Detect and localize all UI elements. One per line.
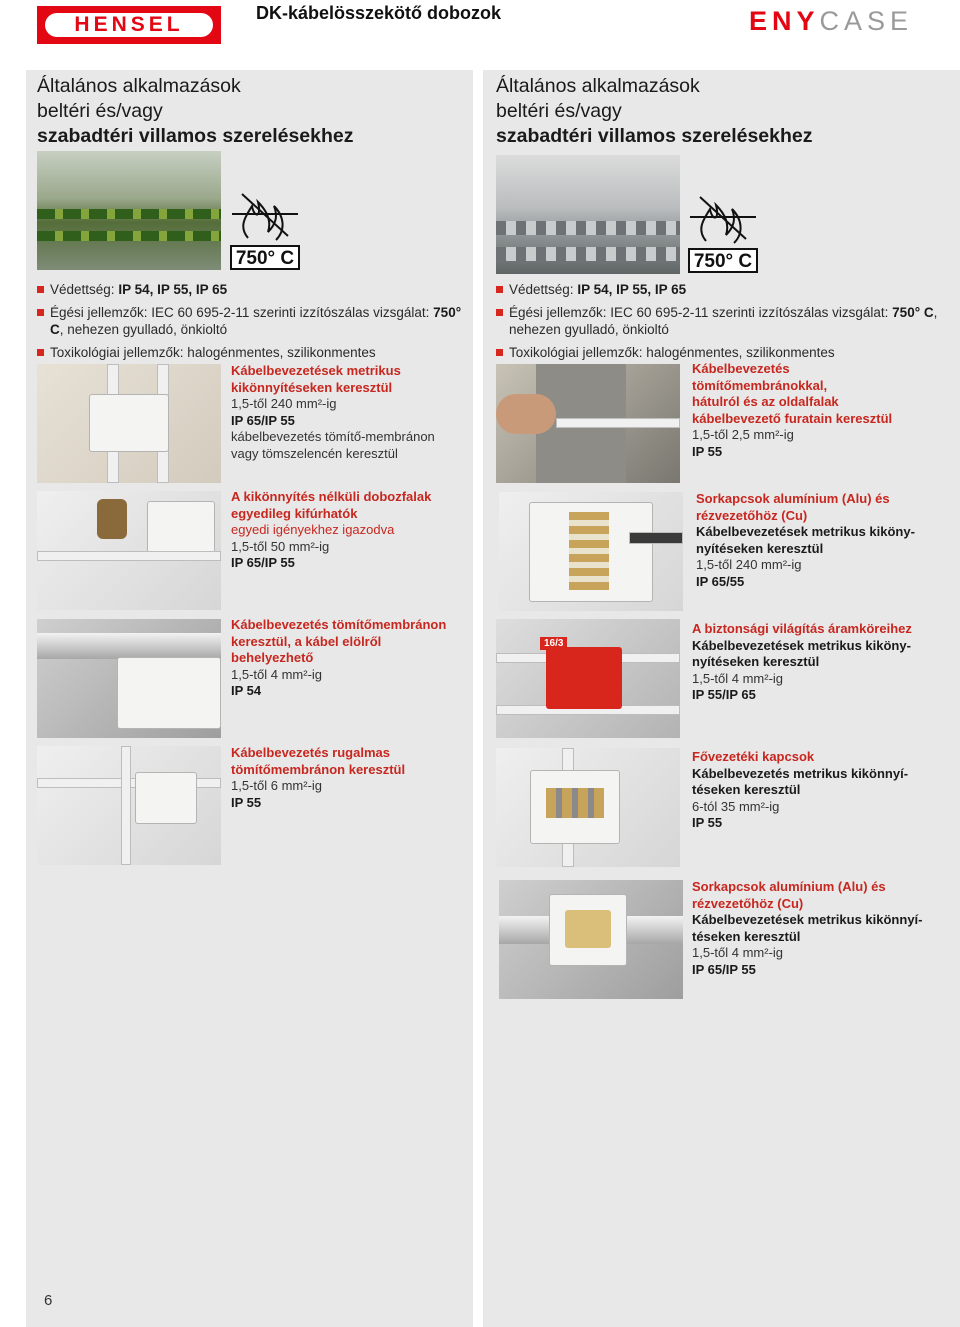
product-photo-right-4 bbox=[496, 748, 680, 867]
product-photo-left-3 bbox=[37, 619, 221, 738]
factory-photo-right bbox=[496, 155, 680, 274]
product-photo-right-3 bbox=[496, 619, 680, 738]
temperature-label: 750° C bbox=[230, 245, 300, 270]
product-text-right-5: Sorkapcsok alumínium (Alu) és rézvezetőhöz (Cu) Kábelbevezetések metrikus kikönnyí- téseken keresztül 1,5-től 4 mm²-ig IP 65/IP 55 bbox=[692, 879, 923, 977]
product-photo-right-5 bbox=[499, 880, 683, 999]
protection-bullet: Védettség: IP 54, IP 55, IP 65 bbox=[37, 281, 467, 298]
hensel-logo bbox=[37, 6, 221, 44]
product-text-left-4: Kábelbevezetés rugalmas tömítőmembránon keresztül 1,5-től 6 mm²-ig IP 55 bbox=[231, 745, 406, 810]
product-text-right-2: Sorkapcsok alumínium (Alu) és rézvezetőhöz (Cu) Kábelbevezetések metrikus kiköny- nyítéseken keresztül 1,5-től 240 mm²-ig IP 65/55 bbox=[696, 491, 915, 589]
product-text-left-1: Kábelbevezetések metrikus kikönnyítéseken keresztül 1,5-től 240 mm²-ig IP 65/IP 55 kábelbevezetés tömítő-membránon vagy tömszelencén keresztül bbox=[231, 363, 435, 461]
right-properties bbox=[496, 281, 956, 367]
right-section-heading: Általános alkalmazások beltéri és/vagy szabadtéri villamos szerelésekhez bbox=[496, 75, 813, 147]
page-title: DK-kábelösszekötő dobozok bbox=[256, 3, 502, 23]
fire-bullet: Égési jellemzők: IEC 60 695-2-11 szerinti izzítószálas vizsgálat: 750° C, nehezen gyulladó, önkioltó bbox=[37, 304, 467, 338]
toxic-bullet: Toxikológiai jellemzők: halogénmentes, szilikonmentes bbox=[496, 344, 956, 361]
product-photo-left-1 bbox=[37, 364, 221, 483]
fire-bullet: Égési jellemzők: IEC 60 695-2-11 szerinti izzítószálas vizsgálat: 750° C, nehezen gyulladó, önkioltó bbox=[496, 304, 956, 338]
product-text-left-3: Kábelbevezetés tömítőmembránon keresztül, a kábel elölről behelyezhető 1,5-től 4 mm²-ig IP 54 bbox=[231, 617, 447, 698]
hensel-logo-text: HENSEL bbox=[74, 13, 184, 36]
box-label: 16/3 bbox=[540, 637, 567, 650]
product-photo-left-2 bbox=[37, 491, 221, 610]
toxic-bullet: Toxikológiai jellemzők: halogénmentes, szilikonmentes bbox=[37, 344, 467, 361]
temperature-label: 750° C bbox=[688, 248, 758, 273]
flame-crossed-icon bbox=[228, 188, 302, 244]
product-photo-right-1 bbox=[496, 364, 680, 483]
factory-photo-left bbox=[37, 151, 221, 270]
flame-crossed-icon bbox=[686, 191, 760, 247]
product-photo-left-4 bbox=[37, 746, 221, 865]
flame-badge-left bbox=[228, 188, 302, 270]
product-photo-right-2 bbox=[499, 492, 683, 611]
product-text-right-1: Kábelbevezetés tömítőmembránokkal, hátulról és az oldalfalak kábelbevezető furatain keresztül 1,5-től 2,5 mm²-ig IP 55 bbox=[692, 361, 893, 459]
flame-badge-right bbox=[686, 191, 760, 273]
product-text-right-4: Fővezetéki kapcsok Kábelbevezetés metrikus kikönnyí- téseken keresztül 6-tól 35 mm²-ig IP 55 bbox=[692, 749, 909, 830]
enycase-logo: ENYCASE bbox=[749, 6, 914, 36]
protection-bullet: Védettség: IP 54, IP 55, IP 65 bbox=[496, 281, 956, 298]
page-number: 6 bbox=[44, 1292, 53, 1309]
left-properties bbox=[37, 281, 467, 367]
page-header bbox=[0, 0, 960, 62]
product-text-right-3: A biztonsági világítás áramköreihez Kábelbevezetések metrikus kiköny- nyítéseken keresztül 1,5-től 4 mm²-ig IP 55/IP 65 bbox=[692, 621, 912, 702]
product-text-left-2: A kikönnyítés nélküli dobozfalak egyedileg kifúrhatók egyedi igényekhez igazodva 1,5-től 50 mm²-ig IP 65/IP 55 bbox=[231, 489, 432, 570]
left-section-heading: Általános alkalmazások beltéri és/vagy szabadtéri villamos szerelésekhez bbox=[37, 75, 354, 147]
